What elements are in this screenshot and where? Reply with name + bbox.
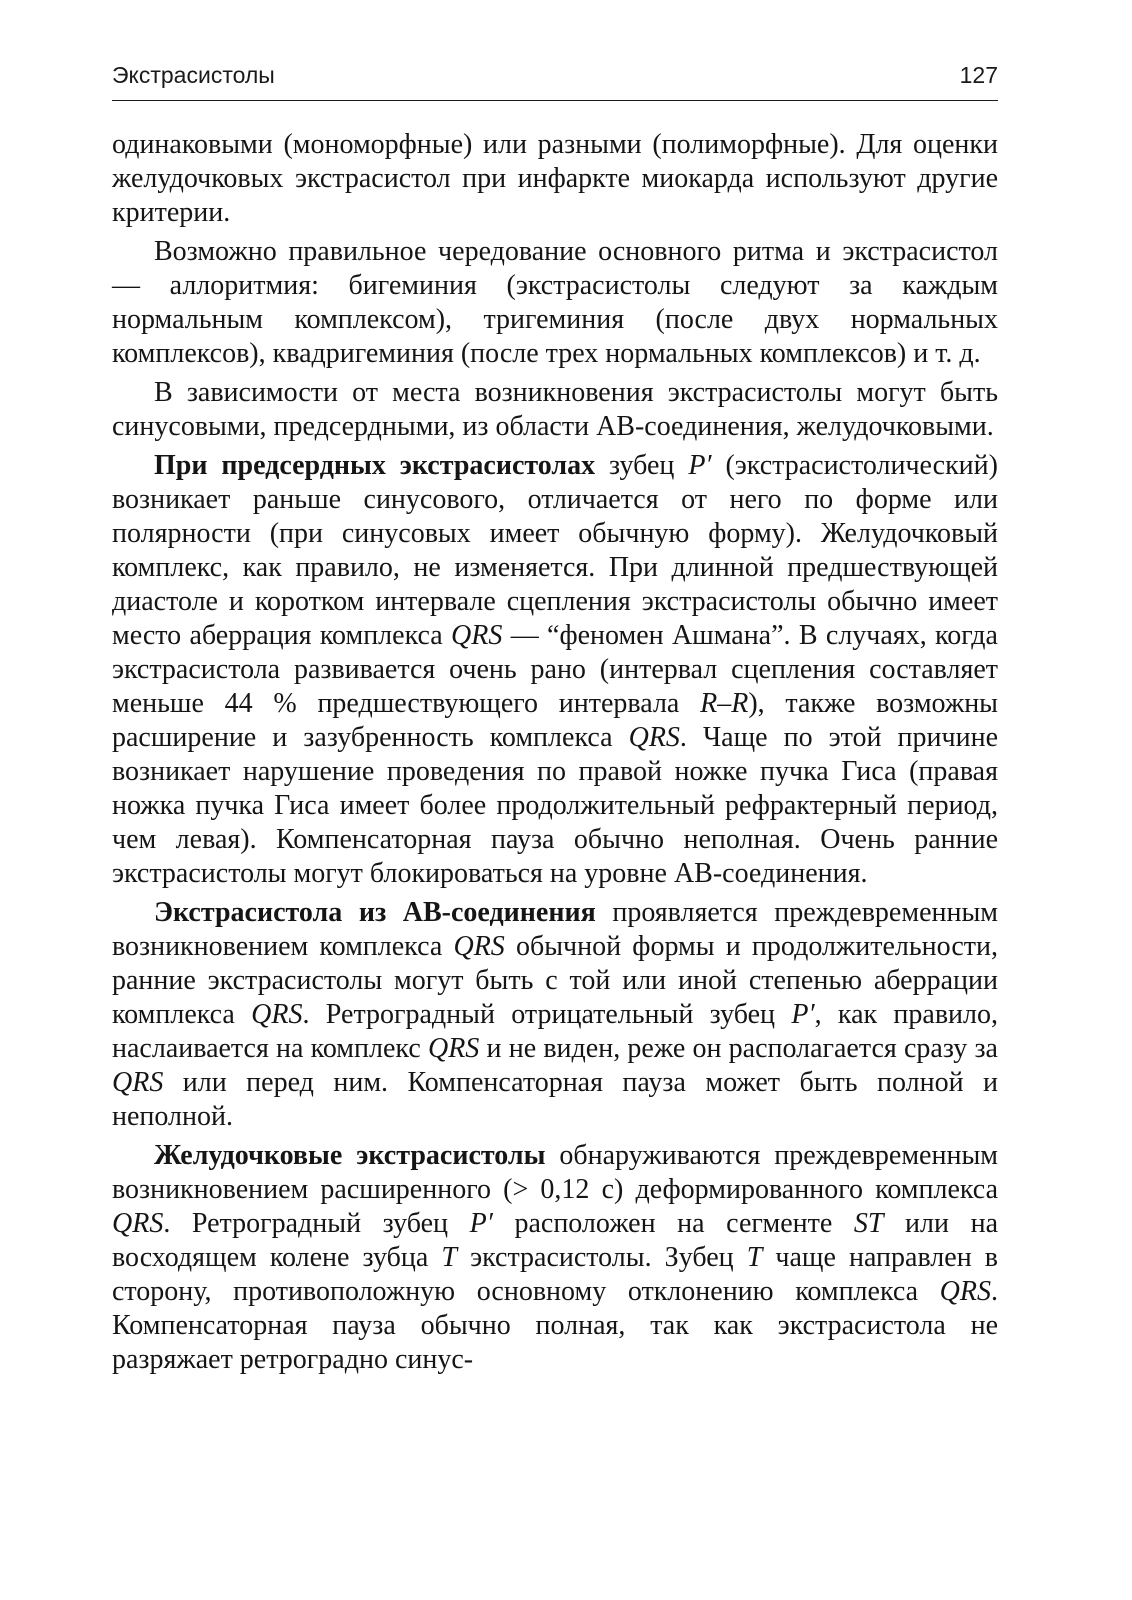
paragraph-text: проявляется преждевременным возникновением комплекса QRS обычной формы и продолжительности, ранние экстрасистолы могут быть с той или иной степенью аберрации комплекса QRS. Ретроградный отрицательный зубец P′, как правило, наслаивается на комплекс QRS и не виден, реже он располагается сразу за QRS или перед ним. Компенсаторная пауза может быть полной и неполной. [112, 897, 998, 1132]
paragraph-text: Возможно правильное чередование основного ритма и экстрасистол — аллоритмия: бигеминия (экстрасистолы следуют за каждым нормальным комплексом), тригеминия (после двух нормальных комплексов), квадригеминия (после трех нормальных комплексов) и т. д. [112, 236, 998, 369]
paragraph [112, 128, 998, 230]
body-text [112, 128, 998, 1382]
paragraph [112, 449, 998, 891]
paragraph [112, 1139, 998, 1377]
paragraph-text: зубец P′ (экстрасистолический) возникает раньше синусового, отличается от него по форме или полярности (при синусовых имеет обычную форму). Желудочковый комплекс, как правило, не изменяется. При длинной предшествующей диастоле и коротком интервале сцепления экстрасистолы обычно имеет место аберрация комплекса QRS — “феномен Ашмана”. В случаях, когда экстрасистола развивается очень рано (интервал сцепления составляет меньше 44 % предшествующего интервала R–R), также возможны расширение и зазубренность комплекса QRS. Чаще по этой причине возникает нарушение проведения по правой ножке пучка Гиса (правая ножка пучка Гиса имеет более продолжительный рефрактерный период, чем левая). Компенсаторная пауза обычно неполная. Очень ранние экстрасистолы могут блокироваться на уровне АВ-соединения. [112, 450, 998, 889]
paragraph-lead-term: Желудочковые экстрасистолы [154, 1140, 546, 1171]
header-rule [112, 100, 998, 101]
paragraph [112, 376, 998, 444]
page-number: 127 [959, 62, 998, 88]
running-title: Экстрасистолы [112, 62, 275, 88]
paragraph-lead-term: При предсердных экстрасистолах [154, 450, 596, 481]
paragraph [112, 235, 998, 371]
paragraph [112, 896, 998, 1134]
paragraph-text: одинаковыми (мономорфные) или разными (полиморфные). Для оценки желудочковых экстрасистол при инфаркте миокарда используют другие критерии. [112, 129, 998, 228]
running-header [112, 62, 998, 89]
paragraph-lead-term: Экстрасистола из АВ-соединения [154, 897, 596, 928]
paragraph-text: обнаруживаются преждевременным возникновением расширенного (> 0,12 с) деформированного комплекса QRS. Ретроградный зубец P′ расположен на сегменте ST или на восходящем колене зубца T экстрасистолы. Зубец T чаще направлен в сторону, противоположную основному отклонению комплекса QRS. Компенсаторная пауза обычно полная, так как экстрасистола не разряжает ретроградно синус- [112, 1140, 998, 1375]
paragraph-text: В зависимости от места возникновения экстрасистолы могут быть синусовыми, предсердными, из области АВ-соединения, желудочковыми. [112, 377, 998, 442]
